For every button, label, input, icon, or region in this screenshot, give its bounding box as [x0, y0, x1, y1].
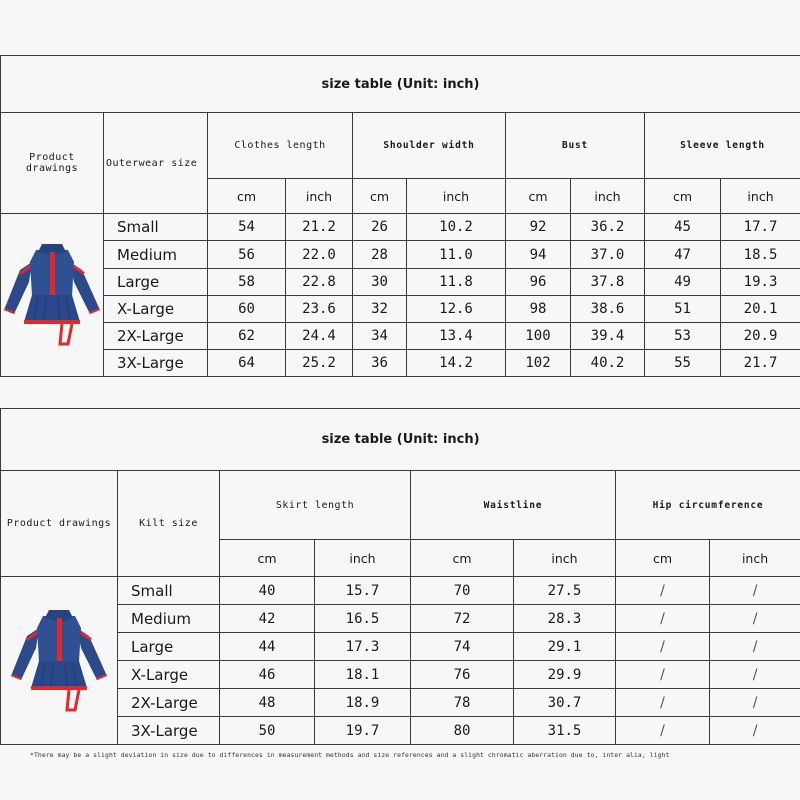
size-label: Medium — [104, 241, 208, 268]
table-title: size table (Unit: inch) — [1, 409, 800, 471]
measurement-cell: 76 — [411, 661, 514, 689]
measurement-cell: 11.0 — [407, 241, 506, 268]
measurement-cell: 31.5 — [514, 717, 616, 745]
measurement-cell: 37.0 — [571, 241, 645, 268]
garment-drawing-icon — [2, 240, 102, 350]
not-applicable-cell: / — [710, 717, 800, 745]
kilt-size-table — [0, 408, 800, 745]
size-label: 2X-Large — [118, 689, 220, 717]
table-row — [1, 633, 800, 661]
measurement-cell: 48 — [220, 689, 315, 717]
not-applicable-cell: / — [710, 689, 800, 717]
measurement-cell: 19.3 — [721, 268, 800, 295]
unit-header: inch — [571, 178, 645, 214]
size-label: X-Large — [118, 661, 220, 689]
measurement-cell: 92 — [506, 214, 571, 241]
measurement-cell: 36.2 — [571, 214, 645, 241]
measurement-cell: 28 — [353, 241, 407, 268]
measurement-cell: 17.7 — [721, 214, 800, 241]
measurement-cell: 47 — [645, 241, 721, 268]
measurement-cell: 58 — [208, 268, 286, 295]
table-row — [1, 577, 800, 605]
measurement-cell: 102 — [506, 349, 571, 376]
measurement-cell: 37.8 — [571, 268, 645, 295]
not-applicable-cell: / — [710, 577, 800, 605]
measurement-cell: 40 — [220, 577, 315, 605]
not-applicable-cell: / — [710, 633, 800, 661]
unit-header: inch — [286, 178, 353, 214]
unit-header: inch — [407, 178, 506, 214]
measurement-cell: 29.1 — [514, 633, 616, 661]
size-label: 3X-Large — [104, 349, 208, 376]
measurement-cell: 30 — [353, 268, 407, 295]
measurement-cell: 100 — [506, 322, 571, 349]
measurement-cell: 62 — [208, 322, 286, 349]
shoulder-width-header: Shoulder width — [353, 113, 506, 179]
measurement-cell: 70 — [411, 577, 514, 605]
measurement-cell: 10.2 — [407, 214, 506, 241]
table-row — [1, 214, 800, 241]
measurement-cell: 44 — [220, 633, 315, 661]
measurement-cell: 51 — [645, 295, 721, 322]
measurement-cell: 60 — [208, 295, 286, 322]
measurement-cell: 55 — [645, 349, 721, 376]
sleeve-length-header: Sleeve length — [645, 113, 800, 179]
table-row — [1, 241, 800, 268]
size-label: Small — [104, 214, 208, 241]
not-applicable-cell: / — [616, 717, 710, 745]
measurement-cell: 12.6 — [407, 295, 506, 322]
table-row — [1, 322, 800, 349]
measurement-cell: 18.5 — [721, 241, 800, 268]
measurement-cell: 30.7 — [514, 689, 616, 717]
measurement-cell: 22.8 — [286, 268, 353, 295]
measurement-cell: 50 — [220, 717, 315, 745]
unit-header: cm — [208, 178, 286, 214]
outerwear-rows — [1, 214, 800, 377]
not-applicable-cell: / — [616, 605, 710, 633]
measurement-cell: 53 — [645, 322, 721, 349]
table-title: size table (Unit: inch) — [1, 56, 800, 113]
table-row — [1, 717, 800, 745]
measurement-cell: 16.5 — [315, 605, 411, 633]
size-label: Small — [118, 577, 220, 605]
measurement-cell: 78 — [411, 689, 514, 717]
measurement-cell: 19.7 — [315, 717, 411, 745]
measurement-cell: 49 — [645, 268, 721, 295]
measurement-cell: 56 — [208, 241, 286, 268]
not-applicable-cell: / — [616, 633, 710, 661]
product-drawings-header: Product drawings — [1, 113, 104, 214]
table-row — [1, 349, 800, 376]
table-row — [1, 295, 800, 322]
measurement-cell: 17.3 — [315, 633, 411, 661]
waistline-header: Waistline — [411, 470, 616, 539]
hip-circumference-header: Hip circumference — [616, 470, 800, 539]
clothes-length-header: Clothes length — [208, 113, 353, 179]
product-drawings-header: Product drawings — [1, 470, 118, 576]
size-label: X-Large — [104, 295, 208, 322]
measurement-cell: 13.4 — [407, 322, 506, 349]
not-applicable-cell: / — [616, 577, 710, 605]
unit-header: inch — [514, 540, 616, 577]
size-label: 3X-Large — [118, 717, 220, 745]
measurement-cell: 36 — [353, 349, 407, 376]
unit-header: inch — [721, 178, 800, 214]
table-row — [1, 268, 800, 295]
measurement-cell: 38.6 — [571, 295, 645, 322]
unit-header: inch — [710, 540, 800, 577]
unit-header: inch — [315, 540, 411, 577]
measurement-cell: 11.8 — [407, 268, 506, 295]
measurement-cell: 74 — [411, 633, 514, 661]
outerwear-size-header: Outerwear size — [104, 113, 208, 214]
measurement-cell: 32 — [353, 295, 407, 322]
bust-header: Bust — [506, 113, 645, 179]
measurement-cell: 45 — [645, 214, 721, 241]
size-label: Large — [104, 268, 208, 295]
measurement-cell: 34 — [353, 322, 407, 349]
measurement-cell: 24.4 — [286, 322, 353, 349]
table-row — [1, 605, 800, 633]
unit-header: cm — [616, 540, 710, 577]
garment-drawing-icon — [9, 606, 109, 716]
measurement-cell: 20.9 — [721, 322, 800, 349]
measurement-cell: 54 — [208, 214, 286, 241]
unit-header: cm — [353, 178, 407, 214]
measurement-cell: 25.2 — [286, 349, 353, 376]
measurement-cell: 21.7 — [721, 349, 800, 376]
measurement-cell: 18.1 — [315, 661, 411, 689]
kilt-rows — [1, 577, 800, 745]
measurement-cell: 94 — [506, 241, 571, 268]
measurement-cell: 20.1 — [721, 295, 800, 322]
measurement-cell: 29.9 — [514, 661, 616, 689]
measurement-cell: 96 — [506, 268, 571, 295]
unit-header: cm — [645, 178, 721, 214]
measurement-cell: 27.5 — [514, 577, 616, 605]
table-row — [1, 661, 800, 689]
product-drawing-cell — [1, 577, 118, 745]
measurement-cell: 14.2 — [407, 349, 506, 376]
measurement-cell: 64 — [208, 349, 286, 376]
size-label: Medium — [118, 605, 220, 633]
outerwear-size-table — [0, 55, 800, 377]
table-row — [1, 689, 800, 717]
measurement-cell: 80 — [411, 717, 514, 745]
unit-header: cm — [506, 178, 571, 214]
not-applicable-cell: / — [616, 689, 710, 717]
product-drawing-cell — [1, 214, 104, 377]
measurement-cell: 72 — [411, 605, 514, 633]
measurement-cell: 18.9 — [315, 689, 411, 717]
measurement-cell: 15.7 — [315, 577, 411, 605]
unit-header: cm — [220, 540, 315, 577]
measurement-cell: 98 — [506, 295, 571, 322]
size-label: 2X-Large — [104, 322, 208, 349]
measurement-cell: 40.2 — [571, 349, 645, 376]
not-applicable-cell: / — [616, 661, 710, 689]
measurement-cell: 46 — [220, 661, 315, 689]
not-applicable-cell: / — [710, 605, 800, 633]
measurement-cell: 39.4 — [571, 322, 645, 349]
measurement-cell: 28.3 — [514, 605, 616, 633]
size-label: Large — [118, 633, 220, 661]
size-disclaimer: *There may be a slight deviation in size due to differences in measurement methods and size references and a slight chromatic aberration due to, inter alia, light — [30, 751, 670, 759]
skirt-length-header: Skirt length — [220, 470, 411, 539]
measurement-cell: 26 — [353, 214, 407, 241]
measurement-cell: 21.2 — [286, 214, 353, 241]
kilt-size-header: Kilt size — [118, 470, 220, 576]
measurement-cell: 23.6 — [286, 295, 353, 322]
not-applicable-cell: / — [710, 661, 800, 689]
measurement-cell: 22.0 — [286, 241, 353, 268]
unit-header: cm — [411, 540, 514, 577]
measurement-cell: 42 — [220, 605, 315, 633]
